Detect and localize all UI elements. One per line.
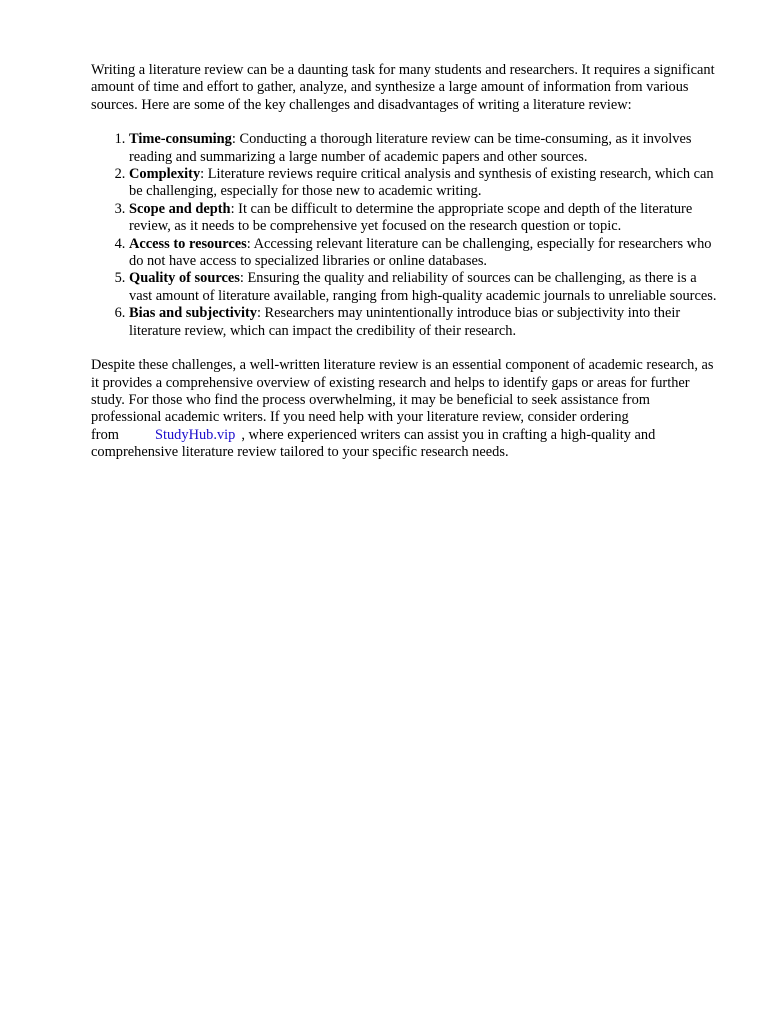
challenge-description: : Literature reviews require critical analysis and synthesis of existing research, which can be challenging, especially for those new to academic writing. <box>129 166 714 200</box>
conclusion-text-after-link: , where experienced writers can assist you in crafting a high-quality and comprehensive literature review tailored to your specific research needs. <box>91 426 656 461</box>
list-item <box>129 166 719 201</box>
list-item <box>129 236 719 271</box>
challenge-description: : Accessing relevant literature can be challenging, especially for researchers who do not have access to specialized libraries or online databases. <box>129 235 712 270</box>
list-item <box>129 131 719 166</box>
challenge-description: : Ensuring the quality and reliability of sources can be challenging, as there is a vast amount of literature available, ranging from high-quality academic journals to unreliable sources. <box>129 270 717 304</box>
list-item <box>129 201 719 236</box>
document-body <box>91 62 719 462</box>
list-item <box>129 305 719 340</box>
challenge-term: Quality of sources <box>129 270 240 287</box>
challenge-term: Access to resources <box>129 235 247 252</box>
challenge-term: Bias and subjectivity <box>129 305 257 322</box>
challenge-term: Scope and depth <box>129 200 231 217</box>
list-item <box>129 270 719 305</box>
studyhub-link[interactable]: StudyHub.vip <box>154 426 236 443</box>
challenge-description: : Researchers may unintentionally introduce bias or subjectivity into their literature review, which can impact the credibility of their research. <box>129 305 681 339</box>
challenge-description: : Conducting a thorough literature review can be time-consuming, as it involves reading and summarizing a large number of academic papers and other sources. <box>129 131 692 165</box>
challenge-term: Time-consuming <box>129 131 232 148</box>
challenges-list <box>91 131 719 340</box>
intro-paragraph: Writing a literature review can be a daunting task for many students and researchers. It requires a significant amount of time and effort to gather, analyze, and synthesize a large amount of information from various sources. Here are some of the key challenges and disadvantages of writing a literature review: <box>91 62 715 113</box>
conclusion-text-before-link: Despite these challenges, a well-written literature review is an essential component of academic research, as it provides a comprehensive overview of existing research and helps to identify gaps or areas for further study. For those who find the process overwhelming, it may be beneficial to seek assistance from professional academic writers. If you need help with your literature review, consider ordering from <box>91 357 714 443</box>
challenge-term: Complexity <box>129 166 201 183</box>
challenge-description: : It can be difficult to determine the appropriate scope and depth of the literature review, as it needs to be comprehensive yet focused on the research question or topic. <box>129 200 693 235</box>
conclusion-paragraph <box>91 357 719 461</box>
